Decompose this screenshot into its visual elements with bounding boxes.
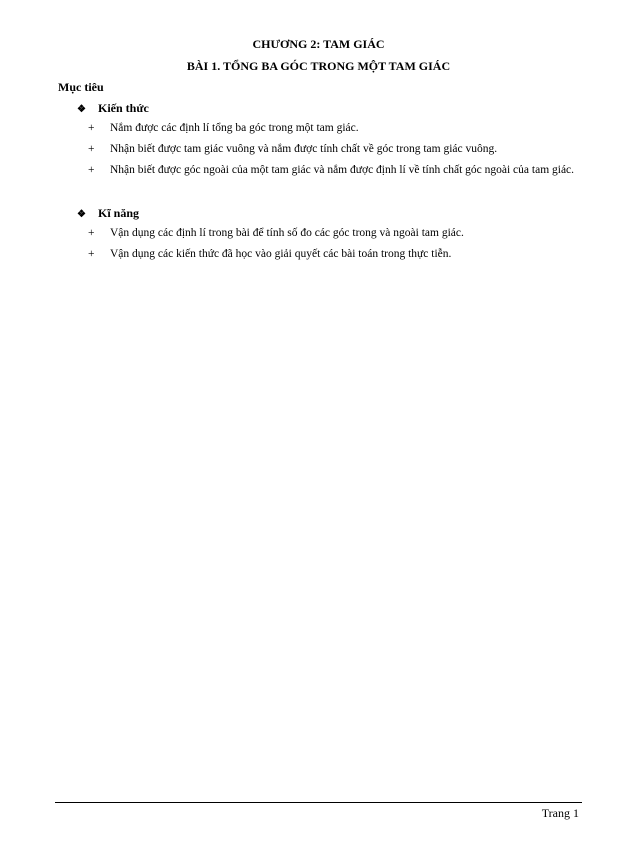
list-item-text: Nhận biết được tam giác vuông và nắm được tính chất về góc trong tam giác vuông. bbox=[110, 143, 498, 155]
lesson-title: BÀI 1. TỔNG BA GÓC TRONG MỘT TAM GIÁC bbox=[186, 59, 451, 73]
list-item-text: Nhận biết được góc ngoài của một tam giác và nắm được định lí về tính chất góc ngoài của tam giác. bbox=[110, 164, 575, 176]
list-item bbox=[88, 118, 588, 139]
diamond-bullet-icon: ❖ bbox=[77, 104, 86, 115]
list-item bbox=[88, 244, 588, 265]
plus-marker-icon: + bbox=[88, 143, 95, 155]
list-item bbox=[88, 139, 588, 160]
page-number: Trang 1 bbox=[541, 806, 579, 820]
footer-rule bbox=[55, 802, 582, 803]
skills-heading-label: Kĩ năng bbox=[98, 206, 140, 220]
chapter-title: CHƯƠNG 2: TAM GIÁC bbox=[252, 37, 385, 51]
skills-heading bbox=[77, 206, 139, 222]
plus-marker-icon: + bbox=[88, 227, 95, 239]
list-item bbox=[88, 160, 588, 181]
knowledge-heading bbox=[77, 101, 149, 117]
list-item-text: Nắm được các định lí tổng ba góc trong một tam giác. bbox=[110, 122, 359, 134]
diamond-bullet-icon: ❖ bbox=[77, 209, 86, 220]
knowledge-heading-label: Kiến thức bbox=[98, 101, 149, 115]
objectives-heading: Mục tiêu bbox=[58, 80, 104, 94]
plus-marker-icon: + bbox=[88, 164, 95, 176]
list-item-text: Vận dụng các định lí trong bài để tính số đo các góc trong và ngoài tam giác. bbox=[110, 227, 464, 239]
list-item bbox=[88, 223, 588, 244]
plus-marker-icon: + bbox=[88, 122, 95, 134]
plus-marker-icon: + bbox=[88, 248, 95, 260]
list-item-text: Vận dụng các kiến thức đã học vào giải quyết các bài toán trong thực tiễn. bbox=[110, 248, 452, 260]
